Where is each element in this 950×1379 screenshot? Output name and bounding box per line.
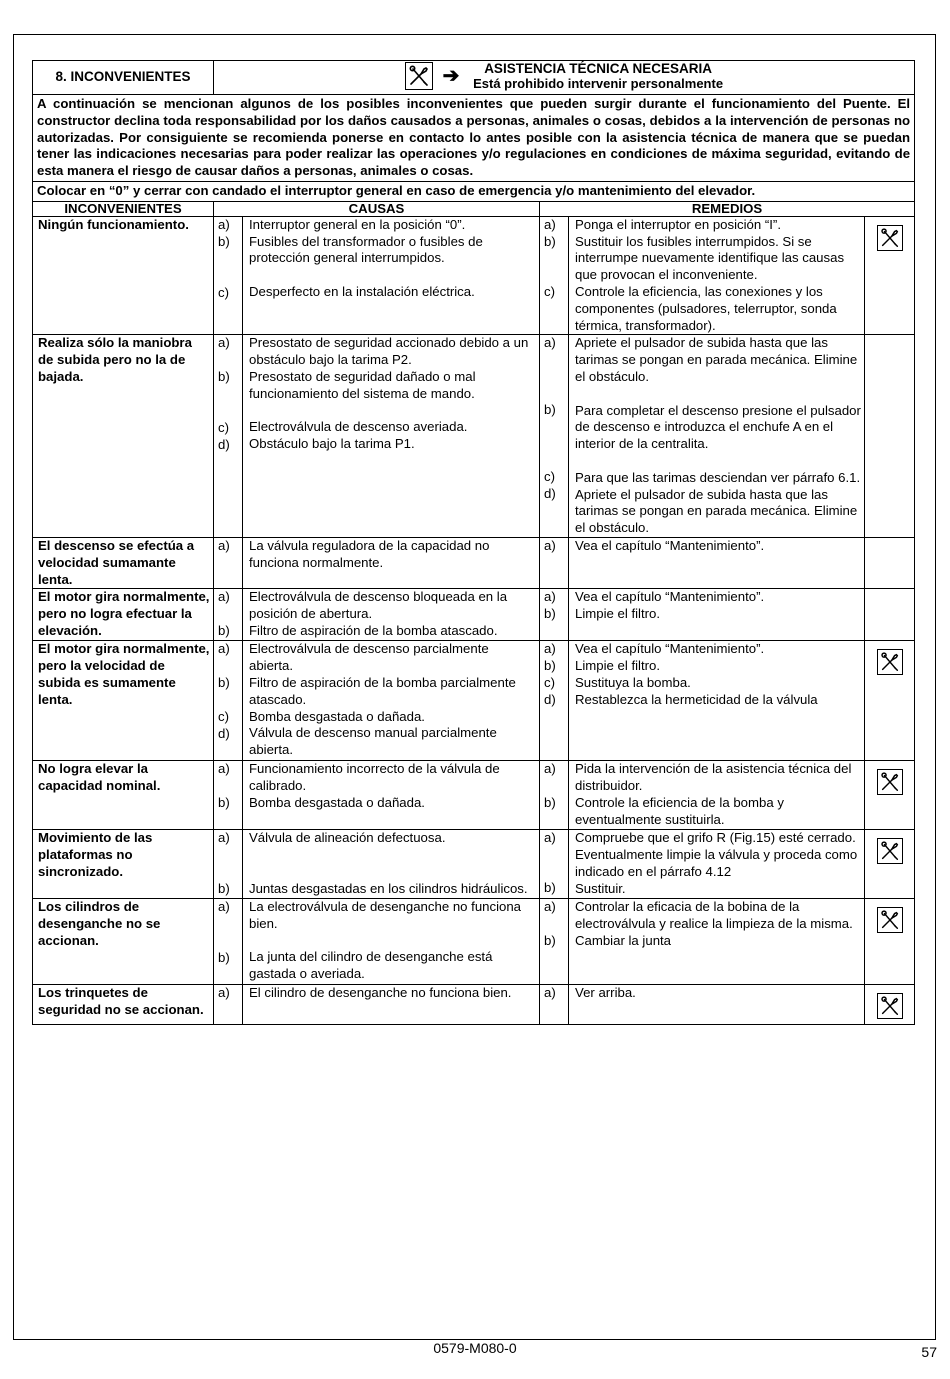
cause-text: Funcionamiento incorrecto de la válvula de calibrado. [249, 761, 500, 794]
remedies-letters-cell [540, 984, 569, 1024]
remedies-letters-cell [540, 641, 569, 761]
causes-letter: b) [218, 369, 230, 385]
cause-text: Obstáculo bajo la tarima P1. [249, 436, 415, 452]
remedie-text: Cambiar la junta [575, 932, 672, 948]
remedie-text: Vea el capítulo “Mantenimiento”. [575, 537, 765, 553]
wrench-screwdriver-icon [877, 649, 903, 675]
remedies-letter: b) [544, 795, 556, 811]
remedie-text: Apriete el pulsador de subida hasta que las tarimas se pongan en parada mecánica. Elimine el obstáculo. [575, 335, 858, 384]
remedies-letter: a) [544, 589, 556, 605]
wrench-screwdriver-icon [877, 838, 903, 864]
remedies-letter: a) [544, 641, 556, 657]
causes-text-cell [243, 830, 540, 899]
remedie-text: Ponga el interruptor en posición “I”. [575, 216, 781, 232]
remedies-letter: a) [544, 335, 556, 351]
assistance-required-cell [865, 830, 915, 899]
remedies-text-cell [569, 761, 865, 830]
table-row [33, 830, 915, 899]
cause-text: Filtro de aspiración de la bomba parcialmente atascado. [249, 674, 516, 707]
remedies-letter: b) [544, 402, 556, 418]
remedies-letter: c) [544, 675, 555, 691]
causes-letters-cell [214, 641, 243, 761]
remedies-letter: b) [544, 606, 556, 622]
remedie-text: Controle la eficiencia, las conexiones y los componentes (pulsadores, telerruptor, sonda térmica, transformador). [575, 283, 837, 333]
causes-letter: a) [218, 898, 230, 914]
table-row [33, 984, 915, 1024]
remedie-text: Restablezca la hermeticidad de la válvula [575, 691, 818, 707]
cause-text: Filtro de aspiración de la bomba atascado. [249, 622, 498, 638]
causes-letter: d) [218, 437, 230, 453]
remedies-letter: a) [544, 216, 556, 232]
remedies-letters-cell [540, 761, 569, 830]
column-header-problems: INCONVENIENTES [33, 201, 214, 216]
remedies-letter: a) [544, 761, 556, 777]
remedies-text-cell [569, 335, 865, 538]
remedies-text-cell [569, 641, 865, 761]
causes-letter: c) [218, 284, 229, 300]
warning-text: Colocar en “0” y cerrar con candado el interruptor general en caso de emergencia y/o mantenimiento del elevador. [33, 181, 915, 201]
cause-text: Presostato de seguridad dañado o mal funcionamiento del sistema de mando. [249, 368, 476, 401]
causes-letters-cell [214, 537, 243, 588]
problem-cell: Realiza sólo la maniobra de subida pero no la de bajada. [33, 335, 214, 538]
cause-text: Desperfecto en la instalación eléctrica. [249, 283, 475, 299]
remedie-text: Sustituya la bomba. [575, 674, 691, 690]
remedie-text: Pida la intervención de la asistencia técnica del distribuidor. [575, 761, 852, 794]
remedies-text-cell [569, 216, 865, 335]
wrench-screwdriver-icon [877, 907, 903, 933]
table-row [33, 898, 915, 984]
problem-cell: No logra elevar la capacidad nominal. [33, 761, 214, 830]
remedies-letter: a) [544, 984, 556, 1000]
causes-letters-cell [214, 335, 243, 538]
table-row [33, 641, 915, 761]
remedies-letter: b) [544, 880, 556, 896]
causes-letter: b) [218, 233, 230, 249]
cause-text: Bomba desgastada o dañada. [249, 708, 425, 724]
causes-letters-cell [214, 589, 243, 641]
intro-paragraph: A continuación se mencionan algunos de los posibles inconvenientes que pueden surgir durante el funcionamiento del Puente. El constructor declina toda responsabilidad por los daños causados a personas, animales o cosas, debidos a la intervención de personas no autorizadas. Por consiguiente se recomienda ponerse en contacto lo antes posible con la asistencia técnica de manera que se puedan tener las indicaciones necesarias para poder realizar las operaciones y/o regulaciones en condiciones de máxima seguridad, evitando de esta manera el riesgo de causar daños a personas, animales o cosas. [33, 95, 915, 182]
cause-text: La junta del cilindro de desenganche está gastada o averiada. [249, 949, 493, 982]
remedies-letter: b) [544, 233, 556, 249]
cause-text: Presostato de seguridad accionado debido a un obstáculo bajo la tarima P2. [249, 335, 529, 368]
wrench-screwdriver-icon [877, 225, 903, 251]
assistance-required-cell [865, 761, 915, 830]
assistance-subtitle: Está prohibido intervenir personalmente [473, 76, 724, 91]
causes-text-cell [243, 761, 540, 830]
problem-cell: Los trinquetes de seguridad no se accionan. [33, 984, 214, 1024]
remedie-text: Vea el capítulo “Mantenimiento”. [575, 589, 765, 605]
wrench-screwdriver-icon [877, 993, 903, 1019]
remedie-text: Sustituir. [575, 880, 626, 896]
document-code: 0579-M080-0 [433, 1340, 517, 1356]
remedies-letter: b) [544, 932, 556, 948]
column-header-causes: CAUSAS [214, 201, 540, 216]
cause-text: Juntas desgastadas en los cilindros hidráulicos. [249, 880, 528, 896]
problem-cell: Ningún funcionamiento. [33, 216, 214, 335]
remedie-text: Para completar el descenso presione el pulsador de descenso e introduzca el enchufe A en el interior de la centralita. [575, 402, 861, 452]
causes-letters-cell [214, 761, 243, 830]
remedie-text: Apriete el pulsador de subida hasta que las tarimas se pongan en parada mecánica. Elimine el obstáculo. [575, 486, 858, 536]
remedies-letter: c) [544, 468, 555, 484]
causes-letters-cell [214, 216, 243, 335]
cause-text: Fusibles del transformador o fusibles de protección general interrumpidos. [249, 233, 483, 266]
causes-letter: a) [218, 537, 230, 553]
problem-cell: El motor gira normalmente, pero la velocidad de subida es sumamente lenta. [33, 641, 214, 761]
remedies-letter: a) [544, 898, 556, 914]
remedie-text: Vea el capítulo “Mantenimiento”. [575, 641, 765, 657]
remedie-text: Compruebe que el grifo R (Fig.15) esté cerrado. Eventualmente limpie la válvula y proceda como indicado en el párrafo 4.12 [575, 830, 858, 879]
problem-cell: El descenso se efectúa a velocidad sumamante lenta. [33, 537, 214, 588]
remedies-letters-cell [540, 830, 569, 899]
remedie-text: Para que las tarimas desciendan ver párrafo 6.1. [575, 469, 861, 485]
cause-text: Válvula de alineación defectuosa. [249, 830, 446, 846]
causes-letter: a) [218, 216, 230, 232]
table-row [33, 589, 915, 641]
remedie-text: Limpie el filtro. [575, 606, 661, 622]
table-row [33, 216, 915, 335]
causes-letter: a) [218, 984, 230, 1000]
remedies-letters-cell [540, 898, 569, 984]
remedies-letters-cell [540, 589, 569, 641]
wrench-screwdriver-icon [877, 769, 903, 795]
arrow-right-icon: ➔ [442, 64, 460, 87]
assistance-required-cell [865, 898, 915, 984]
causes-letter: a) [218, 589, 230, 605]
remedies-text-cell [569, 830, 865, 899]
troubleshooting-table [32, 60, 915, 1025]
causes-letter: d) [218, 726, 230, 742]
remedie-text: Controlar la eficacia de la bobina de la electroválvula y realice la limpieza de la misma. [575, 898, 853, 931]
causes-text-cell [243, 984, 540, 1024]
causes-letters-cell [214, 984, 243, 1024]
causes-text-cell [243, 537, 540, 588]
cause-text: Interruptor general en la posición “0”. [249, 216, 466, 232]
causes-letter: c) [218, 709, 229, 725]
causes-text-cell [243, 216, 540, 335]
causes-letter: a) [218, 830, 230, 846]
assistance-required-cell [865, 216, 915, 335]
causes-letter: b) [218, 795, 230, 811]
remedie-text: Limpie el filtro. [575, 658, 661, 674]
remedies-text-cell [569, 984, 865, 1024]
causes-text-cell [243, 589, 540, 641]
problem-cell: Los cilindros de desenganche no se accionan. [33, 898, 214, 984]
remedies-letter: d) [544, 485, 556, 501]
remedies-letters-cell [540, 537, 569, 588]
remedie-text: Sustituir los fusibles interrumpidos. Si se interrumpe nuevamente identifique las causas que provocan el inconveniente. [575, 233, 845, 283]
assistance-required-cell [865, 984, 915, 1024]
causes-text-cell [243, 335, 540, 538]
remedie-text: Controle la eficiencia de la bomba y eventualmente sustituirla. [575, 794, 784, 827]
cause-text: Electroválvula de descenso averiada. [249, 419, 468, 435]
remedies-letter: d) [544, 692, 556, 708]
table-row [33, 537, 915, 588]
assistance-required-cell [865, 537, 915, 588]
cause-text: La válvula reguladora de la capacidad no funciona normalmente. [249, 537, 490, 570]
remedies-text-cell [569, 589, 865, 641]
assistance-required-cell [865, 641, 915, 761]
remedies-letter: c) [544, 283, 555, 299]
remedies-letter: a) [544, 537, 556, 553]
column-header-remedies: REMEDIOS [540, 201, 915, 216]
remedies-text-cell [569, 537, 865, 588]
causes-letter: a) [218, 761, 230, 777]
causes-letter: c) [218, 420, 229, 436]
causes-letters-cell [214, 830, 243, 899]
remedie-text: Ver arriba. [575, 984, 636, 1000]
remedies-text-cell [569, 898, 865, 984]
problem-cell: Movimiento de las plataformas no sincronizado. [33, 830, 214, 899]
section-title: 8. INCONVENIENTES [33, 61, 214, 95]
causes-letters-cell [214, 898, 243, 984]
assistance-required-cell [865, 589, 915, 641]
causes-letter: b) [218, 949, 230, 965]
assistance-title: ASISTENCIA TÉCNICA NECESARIA [484, 61, 712, 76]
cause-text: La electroválvula de desenganche no funciona bien. [249, 898, 522, 931]
cause-text: Válvula de descenso manual parcialmente abierta. [249, 725, 497, 758]
cause-text: El cilindro de desenganche no funciona bien. [249, 984, 512, 1000]
page-number: 57 [921, 1344, 937, 1360]
assistance-required-cell [865, 335, 915, 538]
cause-text: Electroválvula de descenso parcialmente abierta. [249, 641, 489, 674]
cause-text: Electroválvula de descenso bloqueada en la posición de abertura. [249, 589, 508, 622]
wrench-screwdriver-icon [405, 62, 433, 90]
causes-letter: b) [218, 675, 230, 691]
problem-cell: El motor gira normalmente, pero no logra efectuar la elevación. [33, 589, 214, 641]
remedies-letters-cell [540, 216, 569, 335]
causes-letter: b) [218, 623, 230, 639]
cause-text: Bomba desgastada o dañada. [249, 794, 425, 810]
assistance-header [214, 61, 915, 95]
table-row [33, 335, 915, 538]
remedies-letters-cell [540, 335, 569, 538]
causes-text-cell [243, 641, 540, 761]
remedies-letter: b) [544, 658, 556, 674]
causes-letter: a) [218, 641, 230, 657]
remedies-letter: a) [544, 830, 556, 846]
causes-text-cell [243, 898, 540, 984]
table-row [33, 761, 915, 830]
causes-letter: a) [218, 335, 230, 351]
causes-letter: b) [218, 880, 230, 896]
